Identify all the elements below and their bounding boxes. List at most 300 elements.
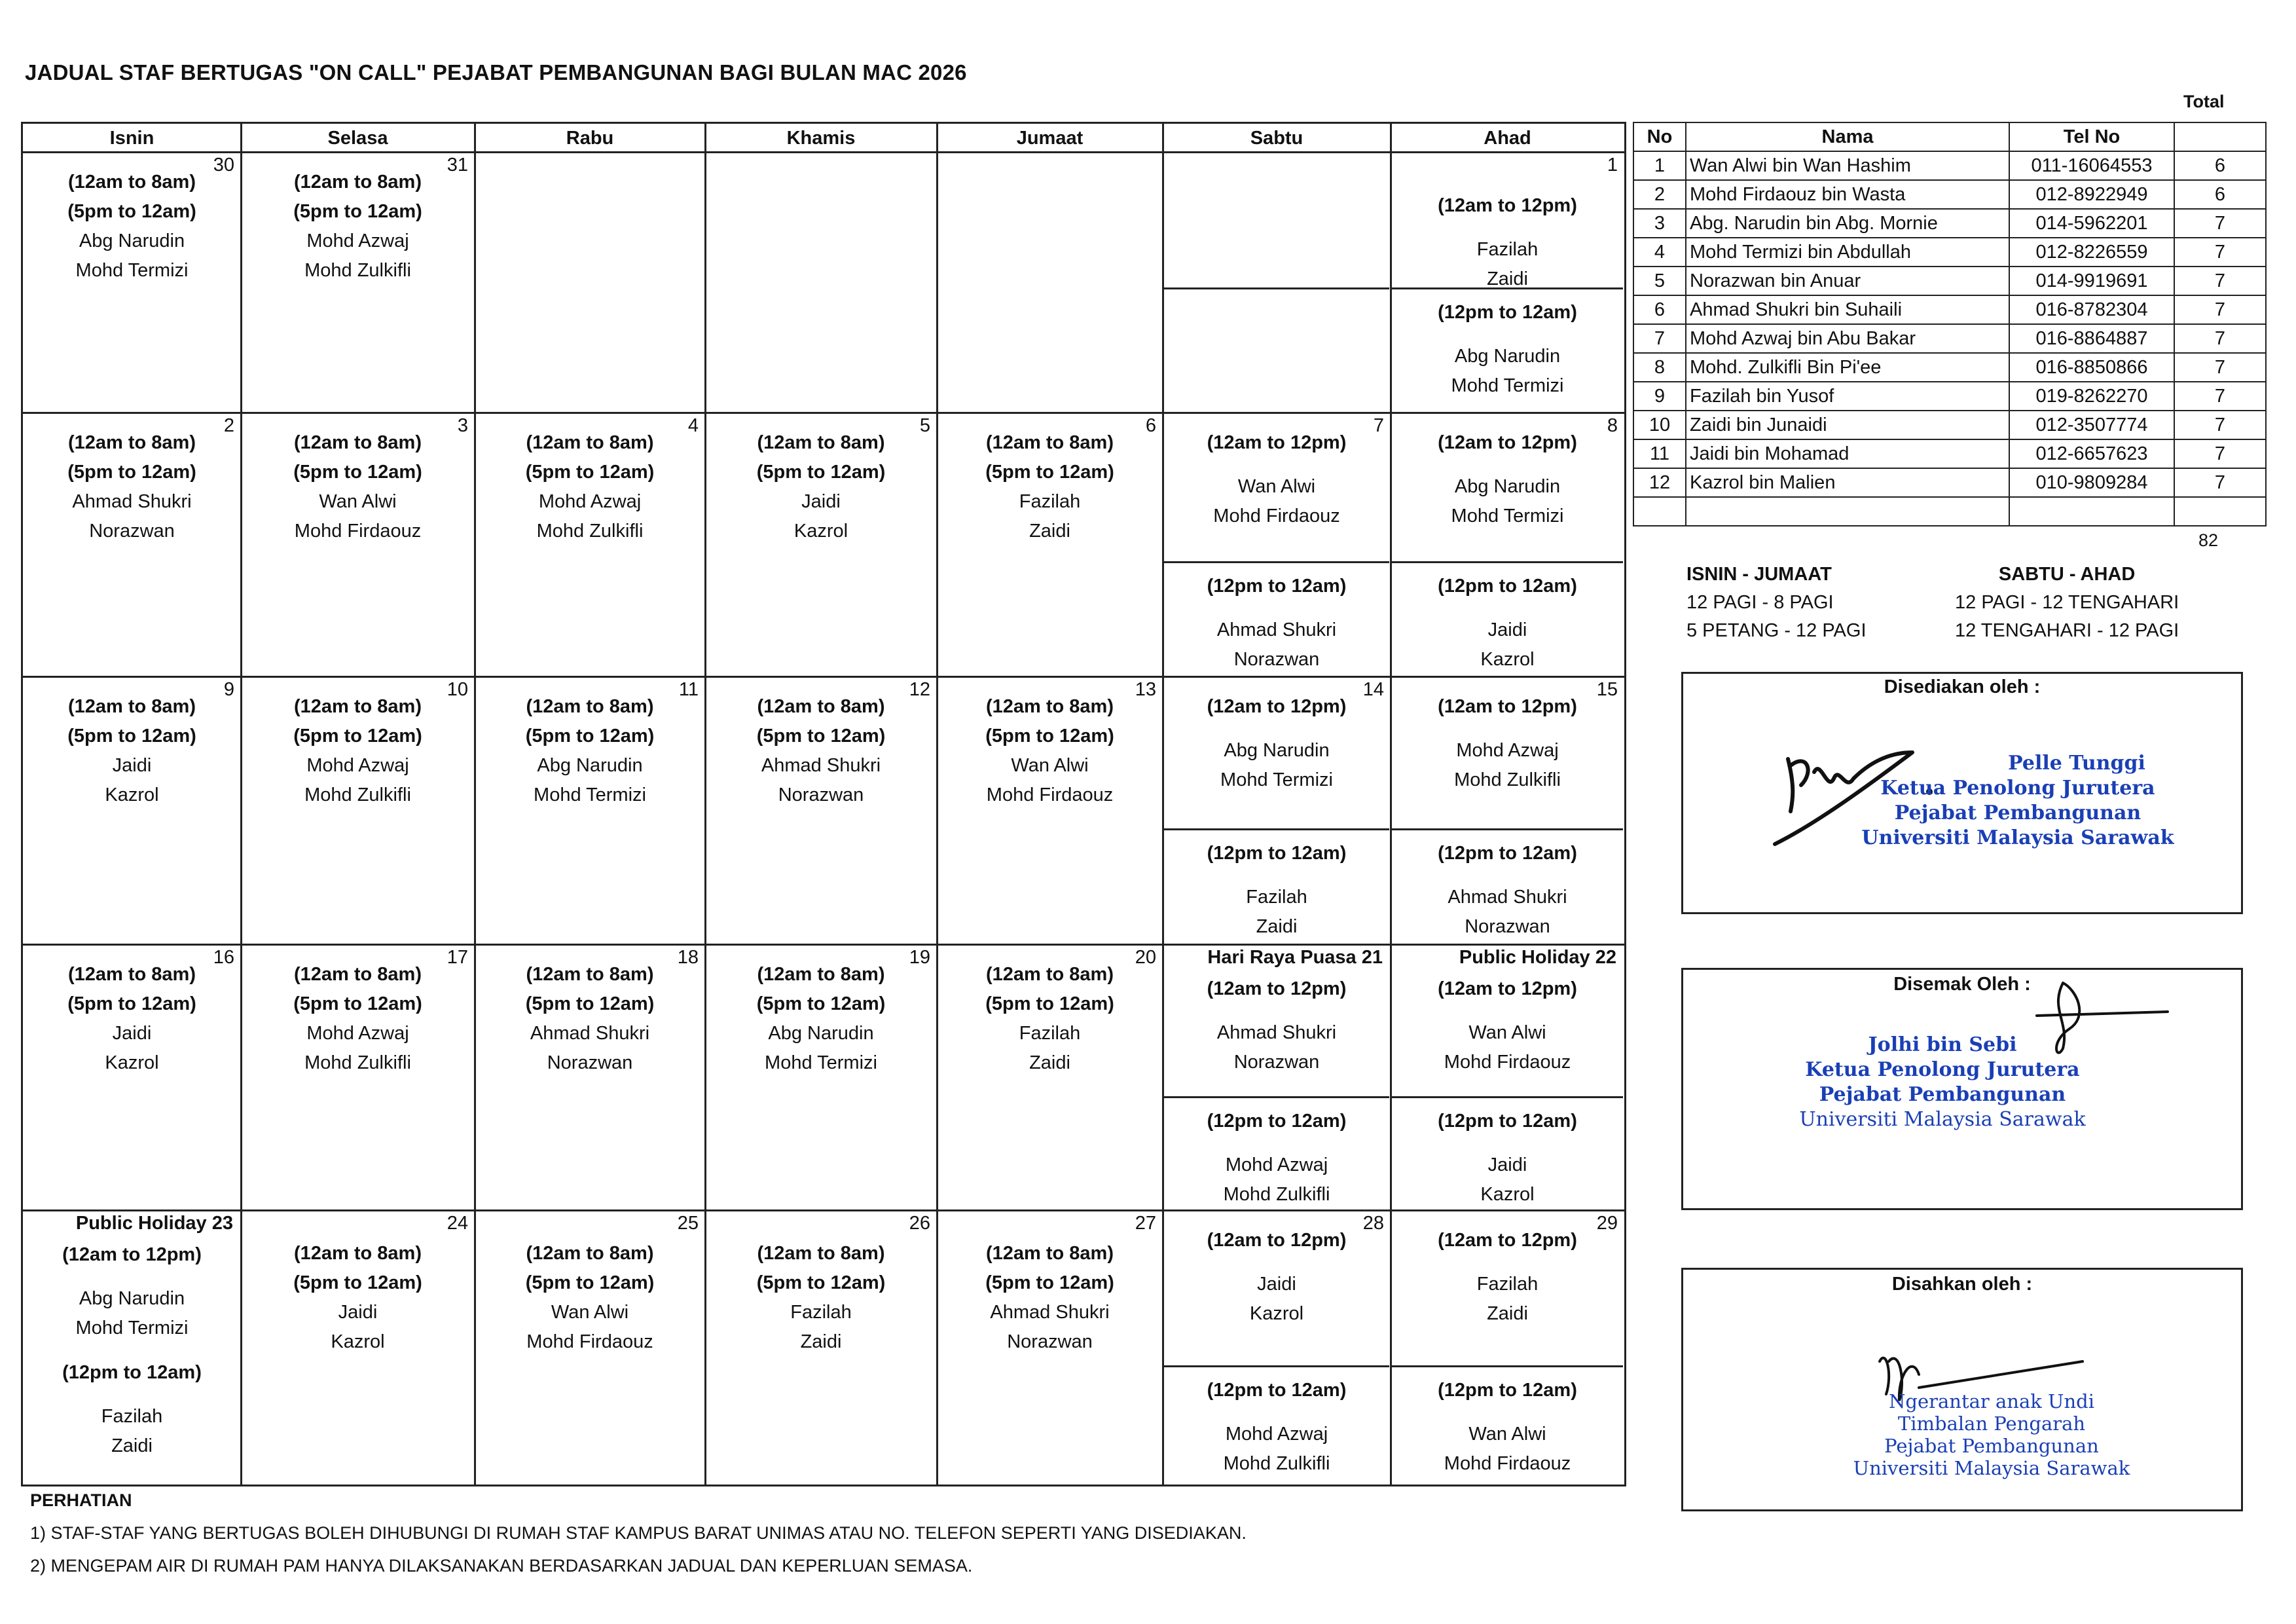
- calendar-day-cell: [938, 414, 1161, 676]
- prepared-dept: Pejabat Pembangunan: [1894, 802, 2141, 824]
- staff-name: Kazrol: [331, 1331, 385, 1352]
- shift-time: [1164, 868, 1389, 883]
- shift-time: (5pm to 12am): [985, 726, 1114, 747]
- staff-no: 1: [1633, 151, 1686, 180]
- checked-name: Jolhi bin Sebi: [1868, 1033, 2017, 1056]
- evening-shift-block: [1392, 298, 1623, 401]
- calendar-day-cell: [24, 678, 240, 944]
- staff-name: Kazrol: [105, 784, 159, 805]
- morning-shift-block: [1392, 974, 1623, 1077]
- weekday-shift-block: [242, 960, 473, 1078]
- shift-time: (12pm to 12am): [1207, 843, 1347, 864]
- staff-name: Mohd Azwaj: [538, 491, 642, 512]
- calendar-day-cell: [938, 1211, 1161, 1483]
- checked-stamp: [1749, 1033, 2136, 1132]
- day-number: 5: [919, 415, 930, 436]
- staff-row: [1633, 267, 2266, 295]
- day-number: 30: [213, 155, 234, 175]
- staff-total: 7: [2174, 238, 2266, 267]
- prepared-by-title: Disediakan oleh :: [1884, 676, 2041, 697]
- calendar-day-cell: [242, 153, 473, 412]
- prepared-by-box: [1681, 672, 2243, 914]
- weekend-shift-1: 12 PAGI - 12 TENGAHARI: [1955, 592, 2179, 613]
- staff-name: Mohd Azwaj: [306, 1023, 409, 1044]
- staff-name: Jaidi: [1257, 1274, 1296, 1295]
- shift-time: (5pm to 12am): [67, 993, 196, 1014]
- staff-name: Mohd Firdaouz: [526, 1331, 653, 1352]
- staff-full-name: Mohd. Zulkifli Bin Pi'ee: [1686, 353, 2009, 382]
- day-number: 6: [1145, 415, 1156, 436]
- staff-name: Mohd Firdaouz: [1444, 1453, 1571, 1474]
- staff-name: Jaidi: [112, 755, 152, 776]
- staff-name: Jaidi: [1487, 619, 1527, 640]
- staff-row: [1633, 295, 2266, 324]
- staff-blank-row: [1633, 497, 2266, 526]
- day-number: 11: [678, 679, 699, 700]
- shift-time: (5pm to 12am): [525, 993, 655, 1014]
- staff-row: [1633, 439, 2266, 468]
- staff-total: 7: [2174, 324, 2266, 353]
- staff-full-name: Mohd Firdaouz bin Wasta: [1686, 180, 2009, 209]
- prepared-org: Universiti Malaysia Sarawak: [1861, 826, 2174, 849]
- weekday-shift-block: [242, 168, 473, 286]
- shift-time: (12am to 8am): [757, 696, 885, 717]
- day-number: 28: [1362, 1213, 1384, 1234]
- checked-by-title: Disemak Oleh :: [1893, 974, 2031, 995]
- shift-time: (12am to 8am): [757, 1243, 885, 1264]
- total-column-label: Total: [2183, 92, 2225, 111]
- weekday-shift-block: [706, 692, 936, 810]
- staff-no: 8: [1633, 353, 1686, 382]
- staff-row: [1633, 353, 2266, 382]
- calendar-day-cell: [1392, 678, 1623, 944]
- shift-time: (12pm to 12am): [1438, 576, 1577, 597]
- staff-phone: 011-16064553: [2009, 151, 2174, 180]
- shift-time: [1392, 1136, 1623, 1151]
- shift-time: [1392, 1405, 1623, 1420]
- holiday-label: Hari Raya Puasa 21: [1207, 947, 1383, 968]
- staff-name: Norazwan: [1233, 1052, 1320, 1073]
- shift-time: (12am to 12pm): [1438, 432, 1577, 453]
- staff-name: Abg Narudin: [1224, 740, 1330, 761]
- weekday-shift-2: 5 PETANG - 12 PAGI: [1686, 620, 1867, 641]
- staff-name: Jaidi: [112, 1023, 152, 1044]
- shift-time: (5pm to 12am): [525, 1272, 655, 1293]
- day-number: 10: [446, 679, 468, 700]
- shift-divider: [1164, 287, 1389, 289]
- morning-shift-block: [1392, 692, 1623, 795]
- staff-name: Fazilah: [790, 1302, 852, 1323]
- calendar-day-cell: [938, 946, 1161, 1209]
- shift-time: [1392, 722, 1623, 736]
- grand-total: 82: [2198, 530, 2219, 550]
- staff-no: 12: [1633, 468, 1686, 497]
- calendar-day-cell: [242, 1211, 473, 1483]
- day-number: 9: [223, 679, 234, 700]
- calendar-day-cell: [706, 1211, 936, 1483]
- weekend-shift-2: 12 TENGAHARI - 12 PAGI: [1955, 620, 2179, 641]
- staff-name: Abg Narudin: [79, 1288, 185, 1309]
- day-header-jumaat: Jumaat: [1016, 128, 1084, 149]
- staff-name: Mohd Termizi: [765, 1052, 877, 1073]
- staff-no: 6: [1633, 295, 1686, 324]
- staff-name: Norazwan: [1233, 649, 1320, 670]
- shift-divider: [1164, 1096, 1389, 1098]
- staff-name: Mohd Termizi: [1220, 769, 1333, 790]
- shift-time: (5pm to 12am): [756, 462, 886, 483]
- shift-time: (12pm to 12am): [62, 1362, 202, 1383]
- shift-time: (5pm to 12am): [293, 726, 422, 747]
- weekday-shift-block: [24, 168, 240, 286]
- morning-shift-block: [1164, 974, 1389, 1077]
- shift-time: (5pm to 12am): [67, 462, 196, 483]
- morning-shift-block: [1392, 428, 1623, 531]
- staff-name: Fazilah: [1246, 887, 1307, 908]
- day-number: 3: [457, 415, 468, 436]
- staff-no: 3: [1633, 209, 1686, 238]
- staff-name: Mohd Termizi: [534, 784, 646, 805]
- day-header-isnin: Isnin: [109, 128, 155, 149]
- staff-name: Mohd Termizi: [75, 1318, 189, 1338]
- shift-time: (12am to 8am): [985, 696, 1114, 717]
- day-number: 19: [909, 947, 930, 968]
- staff-total: 6: [2174, 151, 2266, 180]
- weekday-shift-block: [706, 960, 936, 1078]
- staff-total: 7: [2174, 439, 2266, 468]
- calendar-day-cell: [706, 153, 936, 412]
- staff-full-name: Mohd Azwaj bin Abu Bakar: [1686, 324, 2009, 353]
- shift-time: (5pm to 12am): [293, 1272, 422, 1293]
- staff-total: 6: [2174, 180, 2266, 209]
- calendar-day-cell: [938, 678, 1161, 944]
- calendar-day-cell: [706, 946, 936, 1209]
- staff-name: Mohd Azwaj: [1456, 740, 1559, 761]
- staff-name: Wan Alwi: [1468, 1424, 1546, 1445]
- calendar-day-cell: [24, 414, 240, 676]
- calendar-day-cell: [24, 153, 240, 412]
- staff-name: Abg Narudin: [1454, 476, 1561, 497]
- checked-org: Universiti Malaysia Sarawak: [1799, 1108, 2086, 1131]
- staff-phone: 010-9809284: [2009, 468, 2174, 497]
- shift-time: [1392, 458, 1623, 472]
- day-number: 8: [1607, 415, 1618, 436]
- staff-full-name: Kazrol bin Malien: [1686, 468, 2009, 497]
- prepared-name: Pelle Tunggi: [2008, 752, 2145, 775]
- staff-name: Norazwan: [1007, 1331, 1093, 1352]
- shift-time: (12am to 12pm): [1438, 978, 1577, 999]
- shift-time: (12am to 8am): [526, 1243, 654, 1264]
- empty-cell: [1686, 497, 2009, 526]
- weekday-shift-block: [476, 960, 704, 1078]
- staff-name: Ahmad Shukri: [530, 1023, 650, 1044]
- shift-time: (12pm to 12am): [1438, 843, 1577, 864]
- weekday-shift-block: [938, 428, 1161, 546]
- staff-full-name: Norazwan bin Anuar: [1686, 267, 2009, 295]
- staff-name: Mohd Firdaouz: [1444, 1052, 1571, 1073]
- shift-time: [1392, 1255, 1623, 1270]
- shift-time: (12am to 8am): [293, 172, 422, 193]
- staff-row: [1633, 411, 2266, 439]
- weekday-shift-block: [242, 692, 473, 810]
- shift-time: [1392, 1004, 1623, 1018]
- staff-name: Mohd Termizi: [1451, 506, 1564, 526]
- staff-no: 10: [1633, 411, 1686, 439]
- staff-name: Jaidi: [1487, 1154, 1527, 1175]
- evening-shift-block: [1164, 1376, 1389, 1479]
- staff-name: Fazilah: [1476, 1274, 1539, 1295]
- staff-name: Mohd Azwaj: [1225, 1154, 1328, 1175]
- day-number: 16: [213, 947, 234, 968]
- staff-name: Zaidi: [1256, 916, 1298, 937]
- day-number: 1: [1607, 155, 1618, 175]
- staff-name: Ahmad Shukri: [1216, 1022, 1337, 1043]
- day-header-khamis: Khamis: [786, 128, 856, 149]
- staff-name: Jaidi: [338, 1302, 378, 1323]
- staff-row: [1633, 151, 2266, 180]
- calendar-day-cell: [24, 946, 240, 1209]
- notes-heading: PERHATIAN: [30, 1490, 132, 1510]
- staff-name: Ahmad Shukri: [1448, 887, 1567, 908]
- holiday-label: Public Holiday 23: [75, 1213, 233, 1234]
- day-number: 2: [223, 415, 234, 436]
- staff-name: Wan Alwi: [551, 1302, 629, 1323]
- approved-stamp: [1781, 1390, 2202, 1479]
- staff-phone: 014-9919691: [2009, 267, 2174, 295]
- staff-name: Kazrol: [1480, 1184, 1535, 1205]
- shift-divider: [1392, 828, 1623, 830]
- shift-time: (12am to 12pm): [1207, 1230, 1347, 1251]
- staff-total: 7: [2174, 382, 2266, 411]
- staff-name: Ahmad Shukri: [990, 1302, 1110, 1323]
- shift-time: (5pm to 12am): [525, 462, 655, 483]
- calendar-day-cell: [1392, 414, 1623, 676]
- approved-by-box: [1681, 1268, 2243, 1511]
- calendar-day-cell: [706, 678, 936, 944]
- day-number: 7: [1373, 415, 1384, 436]
- staff-name: Ahmad Shukri: [1216, 619, 1337, 640]
- staff-no: 2: [1633, 180, 1686, 209]
- day-header-sabtu: Sabtu: [1250, 128, 1303, 149]
- shift-time: (12am to 8am): [526, 964, 654, 985]
- calendar-day-cell: [24, 1211, 240, 1483]
- staff-name: Fazilah: [1019, 1023, 1081, 1044]
- shift-time: (12pm to 12am): [1207, 576, 1347, 597]
- day-header-rabu: Rabu: [566, 128, 614, 149]
- shift-time: (12am to 8am): [293, 696, 422, 717]
- shift-time: (12am to 8am): [293, 1243, 422, 1264]
- shift-time: (12pm to 12am): [1438, 1111, 1577, 1132]
- staff-name: Abg Narudin: [79, 231, 185, 251]
- weekday-shift-block: [242, 1239, 473, 1357]
- day-header-ahad: Ahad: [1484, 128, 1531, 149]
- staff-phone: 016-8782304: [2009, 295, 2174, 324]
- shift-time: (5pm to 12am): [985, 1272, 1114, 1293]
- shift-time: (12pm to 12am): [1438, 1380, 1577, 1401]
- shift-time: [1392, 601, 1623, 616]
- page-title: JADUAL STAF BERTUGAS "ON CALL" PEJABAT PEMBANGUNAN BAGI BULAN MAC 2026: [25, 60, 967, 84]
- approved-position: Timbalan Pengarah: [1897, 1412, 2086, 1435]
- shift-time: [1164, 458, 1389, 472]
- staff-phone: 014-5962201: [2009, 209, 2174, 238]
- staff-name: Norazwan: [547, 1052, 633, 1073]
- calendar-day-cell: [1164, 1211, 1389, 1483]
- shift-time: [1392, 221, 1623, 235]
- shift-time: (12am to 12pm): [1438, 1230, 1577, 1251]
- staff-name: Zaidi: [1487, 268, 1528, 289]
- evening-shift-block: [1392, 1376, 1623, 1479]
- shift-divider: [1392, 1096, 1623, 1098]
- shift-time: (5pm to 12am): [985, 462, 1114, 483]
- weekday-shift-1: 12 PAGI - 8 PAGI: [1686, 592, 1834, 613]
- day-header-selasa: Selasa: [327, 128, 388, 149]
- staff-phone: 019-8262270: [2009, 382, 2174, 411]
- shift-time: (5pm to 12am): [756, 726, 886, 747]
- day-number: 12: [909, 679, 930, 700]
- staff-name: Mohd Azwaj: [306, 231, 409, 251]
- day-number: 31: [446, 155, 468, 175]
- weekday-shift-block: [476, 428, 704, 546]
- weekday-shift-block: [938, 960, 1161, 1078]
- staff-name: Fazilah: [1476, 239, 1539, 260]
- morning-shift-block: [1392, 1226, 1623, 1329]
- day-number: 4: [687, 415, 699, 436]
- shift-time: (12am to 8am): [526, 432, 654, 453]
- staff-name: Abg Narudin: [537, 755, 643, 776]
- staff-row: [1633, 382, 2266, 411]
- staff-phone: 012-6657623: [2009, 439, 2174, 468]
- weekday-shift-block: [24, 692, 240, 810]
- staff-row: [1633, 324, 2266, 353]
- shift-time: (12am to 12pm): [1207, 978, 1347, 999]
- staff-name: Mohd Zulkifli: [536, 521, 644, 542]
- weekday-shift-block: [706, 1239, 936, 1357]
- shift-time: (12pm to 12am): [1207, 1111, 1347, 1132]
- staff-name: Fazilah: [1019, 491, 1081, 512]
- shift-time: (12am to 8am): [985, 432, 1114, 453]
- staff-contact-table: [1633, 122, 2267, 526]
- staff-no: 7: [1633, 324, 1686, 353]
- checked-by-box: [1681, 968, 2243, 1210]
- shift-time: (12am to 8am): [757, 964, 885, 985]
- shift-divider: [1392, 561, 1623, 563]
- staff-name: Mohd Firdaouz: [986, 784, 1114, 805]
- note-2: 2) MENGEPAM AIR DI RUMAH PAM HANYA DILAKSANAKAN BERDASARKAN JADUAL DAN KEPERLUAN SEMASA.: [30, 1556, 973, 1576]
- shift-time: (5pm to 12am): [756, 993, 886, 1014]
- approved-org: Universiti Malaysia Sarawak: [1853, 1457, 2130, 1479]
- prepared-position: Ketua Penolong Jurutera: [1880, 777, 2155, 800]
- staff-name: Norazwan: [89, 521, 175, 542]
- staff-name: Mohd Termizi: [1451, 375, 1564, 396]
- shift-divider: [1392, 1365, 1623, 1367]
- staff-name: Mohd Zulkifli: [1454, 769, 1561, 790]
- shift-time: (5pm to 12am): [525, 726, 655, 747]
- staff-total: 7: [2174, 267, 2266, 295]
- shift-time: (12pm to 12am): [1207, 1380, 1347, 1401]
- evening-shift-block: [1392, 839, 1623, 942]
- day-number: 20: [1135, 947, 1156, 968]
- empty-cell: [2009, 497, 2174, 526]
- shift-time: (12am to 12pm): [62, 1244, 202, 1265]
- staff-name: Kazrol: [793, 521, 848, 542]
- prepared-stamp: [1834, 751, 2202, 851]
- morning-shift-block: [24, 1240, 240, 1343]
- shift-time: (12am to 12pm): [1207, 432, 1347, 453]
- header-tel: Tel No: [2009, 122, 2174, 151]
- calendar-day-cell: [476, 414, 704, 676]
- weekday-shift-block: [706, 428, 936, 546]
- day-number: 13: [1135, 679, 1156, 700]
- approved-by-title: Disahkan oleh :: [1891, 1274, 2033, 1295]
- staff-name: Kazrol: [1480, 649, 1535, 670]
- morning-shift-block: [1164, 1226, 1389, 1329]
- header-name: Nama: [1686, 122, 2009, 151]
- shift-time: [1164, 1405, 1389, 1420]
- staff-name: Zaidi: [1029, 521, 1070, 542]
- staff-full-name: Abg. Narudin bin Abg. Mornie: [1686, 209, 2009, 238]
- staff-name: Norazwan: [1465, 916, 1550, 937]
- weekend-heading: SABTU - AHAD: [1998, 564, 2136, 585]
- day-number: 26: [909, 1213, 930, 1234]
- morning-shift-block: [1164, 692, 1389, 795]
- staff-name: Mohd Azwaj: [306, 755, 409, 776]
- shift-time: (5pm to 12am): [293, 201, 422, 222]
- weekday-shift-block: [24, 960, 240, 1078]
- staff-full-name: Zaidi bin Junaidi: [1686, 411, 2009, 439]
- shift-time: [24, 1270, 240, 1284]
- empty-cell: [1633, 497, 1686, 526]
- staff-row: [1633, 209, 2266, 238]
- staff-phone: 016-8864887: [2009, 324, 2174, 353]
- staff-total: 7: [2174, 209, 2266, 238]
- morning-shift-block: [1164, 428, 1389, 531]
- shift-time: (12am to 8am): [757, 432, 885, 453]
- shift-time: [1164, 1136, 1389, 1151]
- evening-shift-block: [1164, 572, 1389, 674]
- weekday-heading: ISNIN - JUMAAT: [1686, 564, 1832, 585]
- shift-time: [24, 1388, 240, 1402]
- shift-time: [1164, 601, 1389, 616]
- staff-name: Mohd Zulkifli: [1223, 1453, 1330, 1474]
- weekday-shift-block: [938, 1239, 1161, 1357]
- calendar-day-cell: [1164, 414, 1389, 676]
- calendar-day-cell: [1164, 946, 1389, 1209]
- staff-name: Wan Alwi: [1468, 1022, 1546, 1043]
- staff-name: Zaidi: [1029, 1052, 1070, 1073]
- evening-shift-block: [24, 1358, 240, 1461]
- staff-name: Wan Alwi: [319, 491, 397, 512]
- staff-name: Kazrol: [1249, 1303, 1304, 1324]
- day-number: 14: [1362, 679, 1384, 700]
- calendar-day-cell: [476, 1211, 704, 1483]
- shift-time: (5pm to 12am): [756, 1272, 886, 1293]
- shift-time: (12am to 8am): [67, 696, 196, 717]
- shift-time: (5pm to 12am): [293, 462, 422, 483]
- calendar-day-cell: [1164, 153, 1389, 412]
- calendar-day-cell: [938, 153, 1161, 412]
- calendar-day-cell: [476, 678, 704, 944]
- staff-name: Mohd Zulkifli: [304, 784, 411, 805]
- shift-divider: [1164, 1365, 1389, 1367]
- calendar-day-cell: [476, 946, 704, 1209]
- staff-name: Wan Alwi: [1011, 755, 1089, 776]
- approved-dept: Pejabat Pembangunan: [1884, 1435, 2099, 1457]
- staff-name: Zaidi: [111, 1435, 153, 1456]
- header-total: [2174, 122, 2266, 151]
- staff-row: [1633, 180, 2266, 209]
- day-number: 24: [446, 1213, 468, 1234]
- day-number: 29: [1596, 1213, 1618, 1234]
- staff-no: 11: [1633, 439, 1686, 468]
